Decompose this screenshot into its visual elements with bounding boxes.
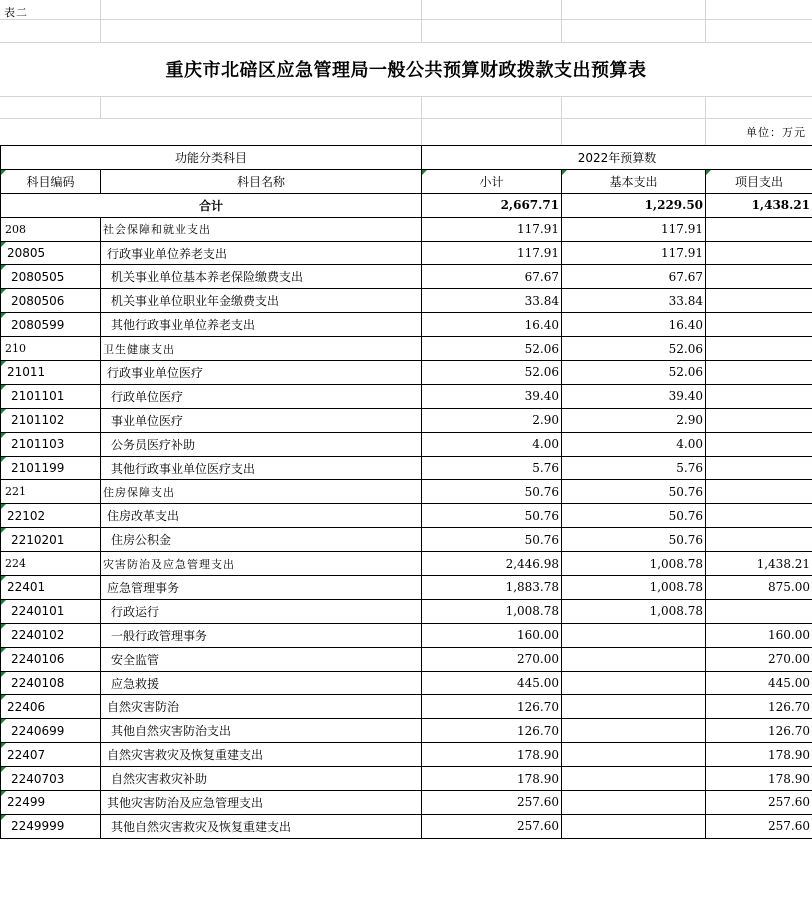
header-project[interactable]: 项目支出 bbox=[706, 169, 812, 193]
row-subtotal[interactable]: 52.06 bbox=[422, 361, 562, 385]
row-basic[interactable]: 1,008.78 bbox=[562, 599, 706, 623]
table-row bbox=[1, 671, 812, 695]
row-code[interactable]: 22406 bbox=[1, 695, 101, 719]
budget-table bbox=[0, 145, 812, 839]
row-name[interactable]: 住房公积金 bbox=[101, 528, 422, 552]
row-project[interactable]: 270.00 bbox=[706, 647, 812, 671]
row-basic[interactable]: 50.76 bbox=[562, 480, 706, 504]
row-subtotal[interactable]: 16.40 bbox=[422, 313, 562, 337]
row-project[interactable] bbox=[706, 361, 812, 385]
header-row-2 bbox=[1, 169, 812, 193]
row-subtotal[interactable]: 5.76 bbox=[422, 456, 562, 480]
row-basic[interactable]: 50.76 bbox=[562, 504, 706, 528]
row-basic[interactable]: 33.84 bbox=[562, 289, 706, 313]
table-row bbox=[1, 217, 812, 241]
row-subtotal[interactable]: 270.00 bbox=[422, 647, 562, 671]
total-label[interactable]: 合计 bbox=[1, 193, 422, 217]
row-project[interactable]: 160.00 bbox=[706, 623, 812, 647]
table-row bbox=[1, 408, 812, 432]
table-row bbox=[1, 599, 812, 623]
row-code[interactable]: 20805 bbox=[1, 241, 101, 265]
total-row bbox=[1, 193, 812, 217]
unit-label: 单位：万元 bbox=[746, 126, 806, 139]
header-subtotal[interactable]: 小计 bbox=[422, 169, 562, 193]
row-project[interactable] bbox=[706, 504, 812, 528]
row-name[interactable]: 住房改革支出 bbox=[101, 504, 422, 528]
table-row bbox=[1, 432, 812, 456]
row-name[interactable]: 机关事业单位职业年金缴费支出 bbox=[101, 289, 422, 313]
row-basic[interactable]: 5.76 bbox=[562, 456, 706, 480]
row-subtotal[interactable]: 50.76 bbox=[422, 480, 562, 504]
row-project[interactable]: 257.60 bbox=[706, 814, 812, 838]
total-subtotal[interactable]: 2,667.71 bbox=[422, 193, 562, 217]
row-code[interactable]: 22102 bbox=[1, 504, 101, 528]
row-project[interactable] bbox=[706, 432, 812, 456]
row-name[interactable]: 行政事业单位医疗 bbox=[101, 361, 422, 385]
row-project[interactable]: 126.70 bbox=[706, 719, 812, 743]
row-basic[interactable]: 2.90 bbox=[562, 408, 706, 432]
row-code[interactable]: 2240703 bbox=[1, 767, 101, 791]
table-row bbox=[1, 743, 812, 767]
row-name[interactable]: 其他行政事业单位医疗支出 bbox=[101, 456, 422, 480]
row-code[interactable]: 2080506 bbox=[1, 289, 101, 313]
row-project[interactable] bbox=[706, 599, 812, 623]
row-code[interactable]: 2240106 bbox=[1, 647, 101, 671]
table-row bbox=[1, 265, 812, 289]
row-basic[interactable] bbox=[562, 814, 706, 838]
row-basic[interactable]: 1,008.78 bbox=[562, 552, 706, 576]
row-name[interactable]: 应急管理事务 bbox=[101, 576, 422, 600]
row-subtotal[interactable]: 1,883.78 bbox=[422, 576, 562, 600]
row-code[interactable]: 2249999 bbox=[1, 814, 101, 838]
row-project[interactable] bbox=[706, 337, 812, 361]
row-subtotal[interactable]: 52.06 bbox=[422, 337, 562, 361]
row-name[interactable]: 住房保障支出 bbox=[101, 480, 422, 504]
table-row bbox=[1, 791, 812, 815]
row-name[interactable]: 安全监管 bbox=[101, 647, 422, 671]
row-project[interactable]: 875.00 bbox=[706, 576, 812, 600]
row-project[interactable]: 257.60 bbox=[706, 791, 812, 815]
row-basic[interactable] bbox=[562, 647, 706, 671]
header-row-1 bbox=[1, 146, 812, 170]
row-name[interactable]: 行政运行 bbox=[101, 599, 422, 623]
row-subtotal[interactable]: 117.91 bbox=[422, 217, 562, 241]
row-basic[interactable]: 117.91 bbox=[562, 241, 706, 265]
row-code[interactable]: 22407 bbox=[1, 743, 101, 767]
row-subtotal[interactable]: 33.84 bbox=[422, 289, 562, 313]
header-budget-year[interactable]: 2022年预算数 bbox=[422, 146, 812, 170]
row-name[interactable]: 卫生健康支出 bbox=[101, 337, 422, 361]
row-subtotal[interactable]: 1,008.78 bbox=[422, 599, 562, 623]
row-code[interactable]: 21011 bbox=[1, 361, 101, 385]
row-name[interactable]: 机关事业单位基本养老保险缴费支出 bbox=[101, 265, 422, 289]
row-basic[interactable]: 67.67 bbox=[562, 265, 706, 289]
row-project[interactable] bbox=[706, 408, 812, 432]
row-project[interactable] bbox=[706, 528, 812, 552]
row-basic[interactable]: 117.91 bbox=[562, 217, 706, 241]
row-name[interactable]: 事业单位医疗 bbox=[101, 408, 422, 432]
row-project[interactable]: 445.00 bbox=[706, 671, 812, 695]
table-row bbox=[1, 480, 812, 504]
row-basic[interactable] bbox=[562, 623, 706, 647]
row-basic[interactable]: 50.76 bbox=[562, 528, 706, 552]
row-basic[interactable] bbox=[562, 695, 706, 719]
row-basic[interactable]: 39.40 bbox=[562, 384, 706, 408]
table-row bbox=[1, 552, 812, 576]
row-code[interactable]: 2210201 bbox=[1, 528, 101, 552]
row-project[interactable] bbox=[706, 217, 812, 241]
row-subtotal[interactable]: 257.60 bbox=[422, 814, 562, 838]
row-name[interactable]: 社会保障和就业支出 bbox=[101, 217, 422, 241]
row-code[interactable]: 2240102 bbox=[1, 623, 101, 647]
row-project[interactable] bbox=[706, 241, 812, 265]
row-project[interactable]: 126.70 bbox=[706, 695, 812, 719]
row-name[interactable]: 灾害防治及应急管理支出 bbox=[101, 552, 422, 576]
row-code[interactable]: 208 bbox=[1, 217, 101, 241]
row-basic[interactable] bbox=[562, 791, 706, 815]
row-subtotal[interactable]: 2.90 bbox=[422, 408, 562, 432]
total-basic[interactable]: 1,229.50 bbox=[562, 193, 706, 217]
table-row bbox=[1, 767, 812, 791]
row-subtotal[interactable]: 126.70 bbox=[422, 719, 562, 743]
row-code[interactable]: 221 bbox=[1, 480, 101, 504]
row-code[interactable]: 2080505 bbox=[1, 265, 101, 289]
table-row bbox=[1, 719, 812, 743]
table-row bbox=[1, 456, 812, 480]
row-project[interactable] bbox=[706, 313, 812, 337]
row-name[interactable]: 其他灾害防治及应急管理支出 bbox=[101, 791, 422, 815]
row-name[interactable]: 一般行政管理事务 bbox=[101, 623, 422, 647]
row-subtotal[interactable]: 178.90 bbox=[422, 743, 562, 767]
row-subtotal[interactable]: 178.90 bbox=[422, 767, 562, 791]
row-name[interactable]: 其他自然灾害防治支出 bbox=[101, 719, 422, 743]
row-name[interactable]: 自然灾害防治 bbox=[101, 695, 422, 719]
row-code[interactable]: 2101101 bbox=[1, 384, 101, 408]
table-row bbox=[1, 337, 812, 361]
row-subtotal[interactable]: 160.00 bbox=[422, 623, 562, 647]
row-code[interactable]: 2240101 bbox=[1, 599, 101, 623]
row-code[interactable]: 2080599 bbox=[1, 313, 101, 337]
row-subtotal[interactable]: 50.76 bbox=[422, 504, 562, 528]
row-subtotal[interactable]: 4.00 bbox=[422, 432, 562, 456]
row-basic[interactable]: 52.06 bbox=[562, 361, 706, 385]
sheet-label: 表二 bbox=[4, 6, 28, 19]
row-name[interactable]: 行政单位医疗 bbox=[101, 384, 422, 408]
row-project[interactable] bbox=[706, 480, 812, 504]
row-code[interactable]: 2240699 bbox=[1, 719, 101, 743]
row-subtotal[interactable]: 50.76 bbox=[422, 528, 562, 552]
row-basic[interactable]: 1,008.78 bbox=[562, 576, 706, 600]
row-code[interactable]: 210 bbox=[1, 337, 101, 361]
row-code[interactable]: 2240108 bbox=[1, 671, 101, 695]
row-subtotal[interactable]: 126.70 bbox=[422, 695, 562, 719]
header-basic[interactable]: 基本支出 bbox=[562, 169, 706, 193]
row-code[interactable]: 22401 bbox=[1, 576, 101, 600]
row-basic[interactable]: 16.40 bbox=[562, 313, 706, 337]
row-basic[interactable] bbox=[562, 767, 706, 791]
table-row bbox=[1, 814, 812, 838]
row-project[interactable]: 178.90 bbox=[706, 767, 812, 791]
table-row bbox=[1, 384, 812, 408]
row-name[interactable]: 其他自然灾害救灾及恢复重建支出 bbox=[101, 814, 422, 838]
table-row bbox=[1, 647, 812, 671]
table-row bbox=[1, 313, 812, 337]
row-project[interactable] bbox=[706, 265, 812, 289]
row-subtotal[interactable]: 39.40 bbox=[422, 384, 562, 408]
row-basic[interactable]: 52.06 bbox=[562, 337, 706, 361]
row-project[interactable] bbox=[706, 384, 812, 408]
row-project[interactable] bbox=[706, 289, 812, 313]
row-subtotal[interactable]: 257.60 bbox=[422, 791, 562, 815]
row-name[interactable]: 行政事业单位养老支出 bbox=[101, 241, 422, 265]
table-row bbox=[1, 361, 812, 385]
table-row bbox=[1, 504, 812, 528]
table-row bbox=[1, 623, 812, 647]
header-code[interactable]: 科目编码 bbox=[1, 169, 101, 193]
row-project[interactable]: 178.90 bbox=[706, 743, 812, 767]
header-name[interactable]: 科目名称 bbox=[101, 169, 422, 193]
row-basic[interactable] bbox=[562, 719, 706, 743]
row-code[interactable]: 2101103 bbox=[1, 432, 101, 456]
row-subtotal[interactable]: 445.00 bbox=[422, 671, 562, 695]
row-code[interactable]: 224 bbox=[1, 552, 101, 576]
row-name[interactable]: 自然灾害救灾及恢复重建支出 bbox=[101, 743, 422, 767]
row-subtotal[interactable]: 117.91 bbox=[422, 241, 562, 265]
row-basic[interactable]: 4.00 bbox=[562, 432, 706, 456]
row-subtotal[interactable]: 67.67 bbox=[422, 265, 562, 289]
row-name[interactable]: 应急救援 bbox=[101, 671, 422, 695]
row-basic[interactable] bbox=[562, 671, 706, 695]
row-code[interactable]: 2101102 bbox=[1, 408, 101, 432]
row-name[interactable]: 其他行政事业单位养老支出 bbox=[101, 313, 422, 337]
table-row bbox=[1, 576, 812, 600]
row-project[interactable] bbox=[706, 456, 812, 480]
total-project[interactable]: 1,438.21 bbox=[706, 193, 812, 217]
table-row bbox=[1, 241, 812, 265]
row-code[interactable]: 22499 bbox=[1, 791, 101, 815]
row-name[interactable]: 公务员医疗补助 bbox=[101, 432, 422, 456]
page-title: 重庆市北碚区应急管理局一般公共预算财政拨款支出预算表 bbox=[165, 60, 647, 81]
row-code[interactable]: 2101199 bbox=[1, 456, 101, 480]
header-func-class[interactable]: 功能分类科目 bbox=[1, 146, 422, 170]
row-subtotal[interactable]: 2,446.98 bbox=[422, 552, 562, 576]
table-row bbox=[1, 289, 812, 313]
row-name[interactable]: 自然灾害救灾补助 bbox=[101, 767, 422, 791]
row-basic[interactable] bbox=[562, 743, 706, 767]
row-project[interactable]: 1,438.21 bbox=[706, 552, 812, 576]
table-row bbox=[1, 695, 812, 719]
table-row bbox=[1, 528, 812, 552]
